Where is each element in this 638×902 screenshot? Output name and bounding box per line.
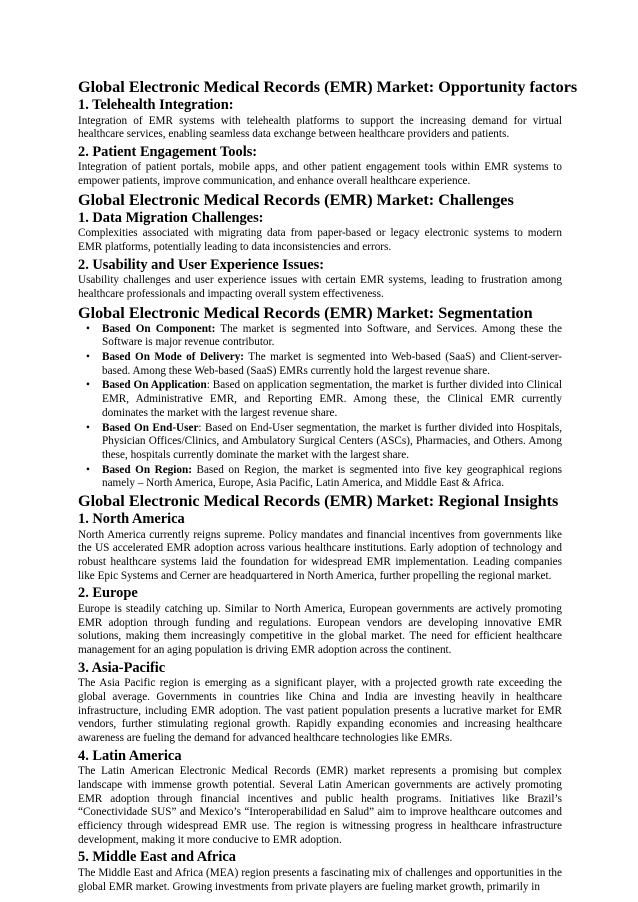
segment-text: The market is segmented into Software, and Services. Among these the Software is major revenue contributor. [102, 322, 562, 349]
north-america-title: 1. North America [78, 511, 185, 528]
bullet-icon: • [86, 322, 90, 335]
segment-label: Based On Region: [102, 463, 192, 476]
bullet-icon: • [86, 421, 90, 434]
middle-east-africa-text: The Middle East and Africa (MEA) region presents a fascinating mix of challenges and opportunities in the global EMR market. Growing investments from private players are fueling market growth, primarily in [78, 866, 562, 893]
segment-text: The market is segmented into Web-based (SaaS) and Client-server-based. Among these Web-based (SaaS) EMRs currently hold the largest revenue share. [102, 351, 562, 377]
challenges-heading: Global Electronic Medical Records (EMR) Market: Challenges [78, 190, 514, 209]
segment-label: Based On Application [102, 379, 207, 392]
europe-text: Europe is steadily catching up. Similar to North America, European governments are actively promoting EMR adoption through funding and regulations. European vendors are developing innovative EMR solutions, making them increasingly competitive in the global market. The need for efficient healthcare management for an aging population is driving EMR adoption across the continent. [78, 602, 562, 656]
document-page [78, 78, 578, 896]
asia-pacific-title: 3. Asia-Pacific [78, 659, 166, 676]
asia-pacific-text: The Asia Pacific region is emerging as a significant player, with a projected growth rate exceeding the global average. Governments in countries like China and India are investing heavily in healthcare infrastructure, including EMR adoption. The vast patient population presents a lucrative market for EMR vendors, further stimulating regional growth. Rapidly expanding economies and increasing healthcare awareness are fueling the demand for advanced healthcare technologies like EMRs. [78, 677, 562, 744]
bullet-icon: • [86, 379, 90, 392]
segmentation-item-delivery [78, 351, 562, 378]
segment-label: Based On Mode of Delivery: [102, 351, 245, 364]
segmentation-item-end-user [78, 422, 562, 463]
opportunity-heading: Global Electronic Medical Records (EMR) Market: Opportunity factors [78, 78, 578, 96]
middle-east-africa-title: 5. Middle East and Africa [78, 849, 236, 866]
segment-text: Based on Region, the market is segmented into five key geographical regions namely – North America, Europe, Asia Pacific, Latin America, and Middle East & Africa. [102, 463, 562, 490]
europe-title: 2. Europe [78, 585, 138, 602]
bullet-icon: • [86, 463, 90, 476]
usability-title: 2. Usability and User Experience Issues: [78, 256, 324, 273]
telehealth-text: Integration of EMR systems with telehealth platforms to support the increasing demand for virtual healthcare services, enabling seamless data exchange between healthcare providers and patients. [78, 114, 562, 141]
segmentation-item-component [78, 323, 562, 350]
regional-heading: Global Electronic Medical Records (EMR) Market: Regional Insights [78, 492, 559, 511]
patient-engagement-title: 2. Patient Engagement Tools: [78, 143, 258, 160]
bullet-icon: • [86, 351, 90, 364]
latin-america-text: The Latin American Electronic Medical Records (EMR) market represents a promising but complex landscape with immense growth potential. Several Latin American governments are actively promoting EMR adoption through financial incentives and public health programs. Initiatives like Brazil’s “Conectividade SUS” and Mexico’s “Interoperabilidad en Salud” aim to improve healthcare outcomes and efficiency through widespread EMR use. The region is witnessing progress in healthcare infrastructure development, making it more conducive to EMR adoption. [78, 765, 562, 846]
data-migration-text: Complexities associated with migrating data from paper-based or legacy electronic systems to modern EMR platforms, potentially leading to data inconsistencies and errors. [78, 227, 562, 254]
segmentation-item-application [78, 379, 562, 420]
segment-label: Based On Component: [102, 322, 216, 335]
segment-text: : Based on End-User segmentation, the market is further divided into Hospitals, Physician Offices/Clinics, and Ambulatory Surgical Centers (ASCs), Pharmacies, and Others. Among these, hospitals currently dominate the market with the largest share. [102, 421, 562, 461]
patient-engagement-text: Integration of patient portals, mobile apps, and other patient engagement tools within EMR systems to empower patients, improve communication, and enhance overall healthcare experience. [78, 161, 562, 188]
segmentation-heading: Global Electronic Medical Records (EMR) Market: Segmentation [78, 303, 533, 322]
north-america-text: North America currently reigns supreme. Policy mandates and financial incentives from governments like the US accelerated EMR adoption across various healthcare institutions. Early adoption of technology and robust healthcare systems laid the foundation for widespread EMR implementation. Leading companies like Epic Systems and Cerner are headquartered in North America, further propelling the regional market. [78, 528, 562, 582]
latin-america-title: 4. Latin America [78, 747, 182, 764]
segment-text: : Based on application segmentation, the market is further divided into Clinical EMR, Administrative EMR, and Reporting EMR. Among these, the Clinical EMR currently dominates the market with the largest revenue share. [102, 379, 562, 419]
segment-label: Based On End-User [102, 421, 199, 434]
telehealth-title: 1. Telehealth Integration: [78, 97, 234, 113]
segmentation-item-region [78, 464, 562, 491]
usability-text: Usability challenges and user experience issues with certain EMR systems, leading to frustration among healthcare professionals and impacting overall system effectiveness. [78, 274, 562, 300]
segmentation-list [78, 323, 562, 491]
data-migration-title: 1. Data Migration Challenges: [78, 209, 264, 226]
